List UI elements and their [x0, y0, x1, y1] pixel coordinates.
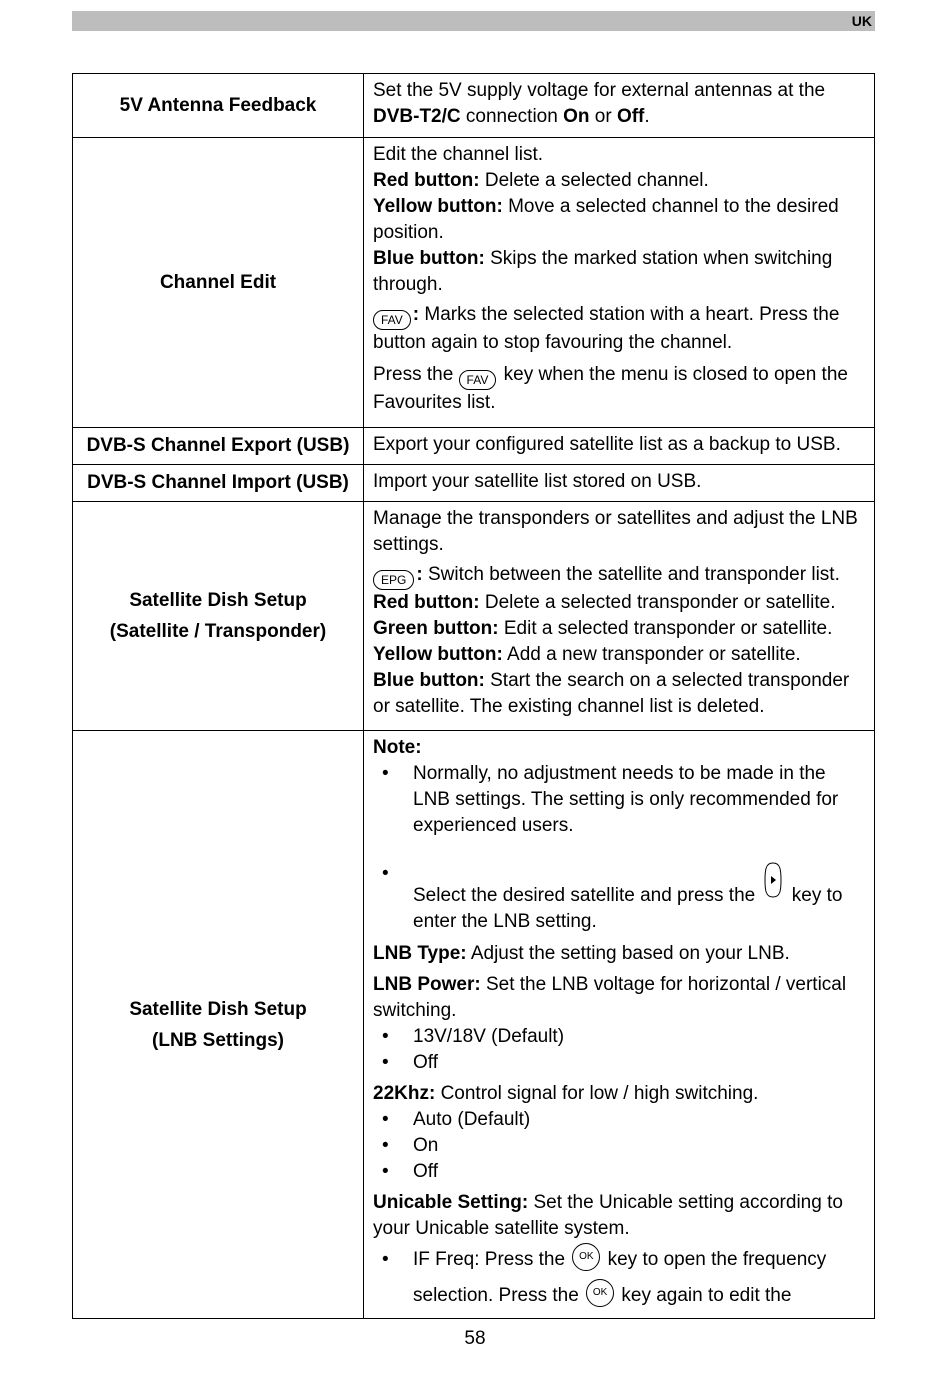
settings-table [72, 73, 875, 1319]
table-row [73, 428, 875, 465]
right-arrow-key-icon [762, 861, 784, 907]
table-row [73, 502, 875, 731]
row-description: Import your satellite list stored on USB. [364, 465, 875, 502]
row-label: Satellite Dish Setup (Satellite / Transponder) [73, 502, 364, 731]
table-row [73, 74, 875, 138]
row-label: Satellite Dish Setup (LNB Settings) [73, 731, 364, 1319]
note-list [373, 761, 865, 935]
ok-key-icon: OK [572, 1243, 600, 1271]
row-description: Edit the channel list. Red button: Delete a selected channel. Yellow button: Move a selected channel to the desired position. Blue button: Skips the marked station when switching through. FAV : Marks the selected station with a heart. Press the button again to stop favouring the channel. Press the FAV key when the menu is closed to open the Favourites list. [364, 138, 875, 428]
row-description: Set the 5V supply voltage for external antennas at the DVB-T2/C connection On or Off. [364, 74, 875, 138]
epg-key-icon: EPG [373, 570, 414, 590]
khz-options-list [373, 1107, 865, 1185]
fav-key-icon: FAV [459, 370, 497, 390]
header-bar [72, 11, 875, 31]
table-row [73, 731, 875, 1319]
fav-key-icon: FAV [373, 310, 411, 330]
language-code: UK [851, 13, 872, 29]
list-item: • Normally, no adjustment needs to be made in the LNB settings. The setting is only recommended for experienced users. [373, 761, 865, 839]
row-label: DVB-S Channel Export (USB) [73, 428, 364, 465]
row-description: Export your configured satellite list as a backup to USB. [364, 428, 875, 465]
list-item: • Off [373, 1159, 865, 1185]
list-item: • Off [373, 1050, 865, 1076]
row-label: Channel Edit [73, 138, 364, 428]
table-row [73, 465, 875, 502]
list-item: • On [373, 1133, 865, 1159]
row-description: Manage the transponders or satellites and adjust the LNB settings. EPG : Switch between the satellite and transponder list. Red button: Delete a selected transponder or satellite. Green button: Edit a selected transponder or satellite. Yellow button: Add a new transponder or satellite. Blue button: Start the search on a selected transponder or satellite. The existing channel list is deleted. [364, 502, 875, 731]
unicable-list [373, 1242, 865, 1314]
row-description: Note: • Normally, no adjustment needs to be made in the LNB settings. The setting is only recommended for experienced users. • Select the desired satellite and press the key to enter the LNB setting. LNB Type: Adjust the setting based on your LNB. LNB Power: Set the LNB voltage for horizontal / vertical switching. • 13V/18V (Default) • Off 22Khz: Control signal for low / high switching. • Auto (Default) • On • Off Unicable Setting: Set the Unicable setting according to your Unicable satellite system. • IF Freq: Press the OK key to open the frequency selection. Press the OK key again to edit the [364, 731, 875, 1319]
page-number: 58 [464, 1328, 486, 1349]
power-options-list [373, 1024, 865, 1076]
list-item: • 13V/18V (Default) [373, 1024, 865, 1050]
list-item: • Select the desired satellite and press the key to enter the LNB setting. [373, 861, 865, 935]
list-item: • Auto (Default) [373, 1107, 865, 1133]
row-label: 5V Antenna Feedback [73, 74, 364, 138]
list-item: • IF Freq: Press the OK key to open the frequency selection. Press the OK key again to edit the [373, 1242, 865, 1314]
ok-key-icon: OK [586, 1279, 614, 1307]
table-row [73, 138, 875, 428]
row-label: DVB-S Channel Import (USB) [73, 465, 364, 502]
